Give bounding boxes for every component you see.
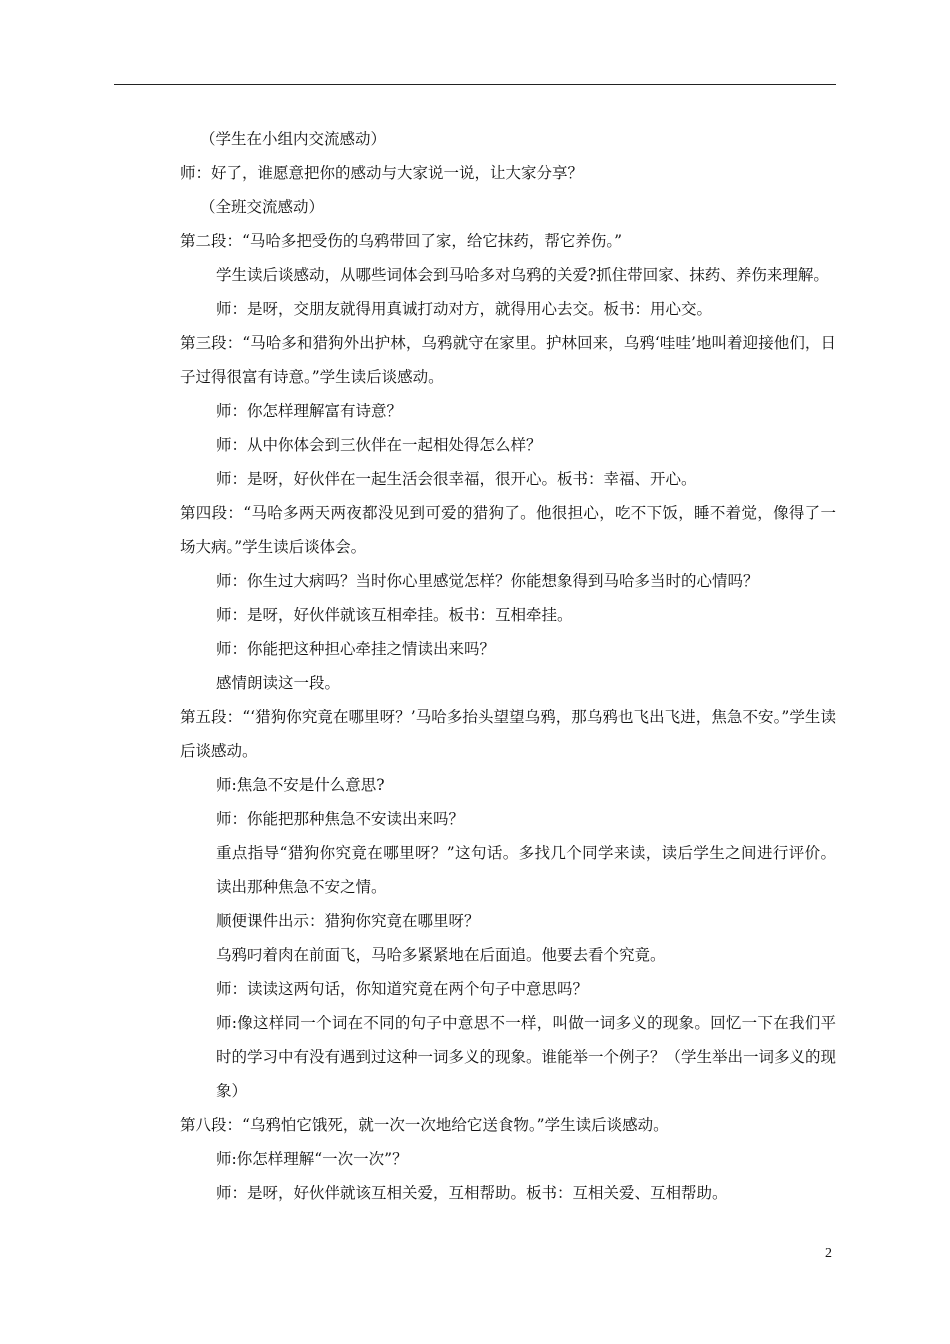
paragraph: 乌鸦叼着肉在前面飞，马哈多紧紧地在后面追。他要去看个究竟。 — [216, 946, 666, 964]
paragraph: 第四段：“马哈多两天两夜都没见到可爱的猎狗了。他很担心，吃不下饭，睡不着觉，像得了一场大病。”学生读后谈体会。 — [180, 504, 836, 556]
paragraph: （学生在小组内交流感动） — [200, 130, 387, 148]
paragraph: 第二段：“马哈多把受伤的乌鸦带回了家，给它抹药，帮它养伤。” — [180, 232, 623, 250]
page-number: 2 — [825, 1246, 832, 1261]
paragraph: 师：读读这两句话，你知道究竟在两个句子中意思吗？ — [216, 980, 589, 998]
paragraph: 师：从中你体会到三伙伴在一起相处得怎么样？ — [216, 436, 542, 454]
paragraph: 第五段：“‘猎狗你究竟在哪里呀？’马哈多抬头望望乌鸦，那乌鸦也飞出飞进，焦急不安。”学生读后谈感动。 — [180, 708, 836, 760]
paragraph: 师：是呀，好伙伴就该互相牵挂。板书：互相牵挂。 — [216, 606, 573, 624]
paragraph: （全班交流感动） — [200, 198, 325, 216]
header-rule — [114, 84, 836, 85]
paragraph: 师:你怎样理解“一次一次”？ — [216, 1150, 408, 1168]
paragraph: 师：是呀，交朋友就得用真诚打动对方，就得用心去交。板书：用心交。 — [216, 300, 713, 318]
paragraph: 师：你能把这种担心牵挂之情读出来吗？ — [216, 640, 496, 658]
document-body — [114, 122, 836, 1210]
paragraph: 师：是呀，好伙伴在一起生活会很幸福，很开心。板书：幸福、开心。 — [216, 470, 697, 488]
paragraph: 师:焦急不安是什么意思? — [216, 776, 385, 794]
paragraph: 师：是呀，好伙伴就该互相关爱，互相帮助。板书：互相关爱、互相帮助。 — [216, 1184, 728, 1202]
paragraph: 顺便课件出示：猎狗你究竟在哪里呀？ — [216, 912, 480, 930]
paragraph: 师:像这样同一个词在不同的句子中意思不一样，叫做一词多义的现象。回忆一下在我们平时的学习中有没有遇到过这种一词多义的现象。谁能举一个例子？（学生举出一词多义的现象） — [216, 1014, 837, 1100]
paragraph: 师：你能把那种焦急不安读出来吗？ — [216, 810, 465, 828]
paragraph: 师：你生过大病吗？当时你心里感觉怎样？你能想象得到马哈多当时的心情吗？ — [216, 572, 759, 590]
paragraph: 学生读后谈感动，从哪些词体会到马哈多对乌鸦的关爱?抓住带回家、抹药、养伤来理解。 — [216, 266, 829, 284]
paragraph: 重点指导“猎狗你究竟在哪里呀？”这句话。多找几个同学来读，读后学生之间进行评价。读出那种焦急不安之情。 — [216, 844, 836, 896]
paragraph: 师：好了，谁愿意把你的感动与大家说一说，让大家分享？ — [180, 164, 584, 182]
paragraph: 感情朗读这一段。 — [216, 674, 341, 692]
paragraph: 师：你怎样理解富有诗意？ — [216, 402, 403, 420]
paragraph: 第八段：“乌鸦怕它饿死，就一次一次地给它送食物。”学生读后谈感动。 — [180, 1116, 669, 1134]
paragraph: 第三段：“马哈多和猎狗外出护林，乌鸦就守在家里。护林回来，乌鸦‘哇哇’地叫着迎接他们，日子过得很富有诗意。”学生读后谈感动。 — [180, 334, 836, 386]
